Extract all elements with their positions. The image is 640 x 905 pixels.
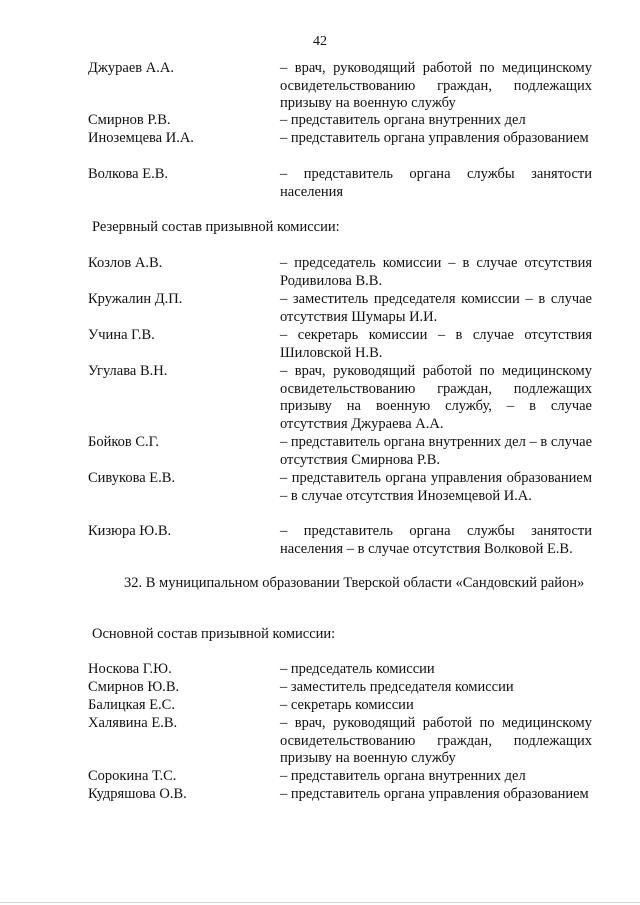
member-name: Волкова Е.В. [88, 166, 169, 182]
member-row [88, 166, 592, 202]
member-name: Угулава В.Н. [88, 363, 168, 379]
member-row [88, 661, 592, 679]
main-composition-heading: Основной состав призывной комиссии: [92, 626, 336, 642]
member-name: Кизюра Ю.В. [88, 523, 172, 539]
scan-edge-line [0, 902, 640, 903]
member-name: Смирнов Р.В. [88, 112, 171, 128]
member-role: – секретарь комиссии – в случае отсутствия Шиловской Н.В. [280, 327, 592, 361]
member-row [88, 255, 592, 291]
member-role: – врач, руководящий работой по медицинскому освидетельствованию граждан, подлежащих призыву на военную службу [280, 60, 592, 111]
member-name: Халявина Е.В. [88, 715, 178, 731]
member-role: – представитель органа службы занятости населения [280, 166, 592, 200]
member-role: – представитель органа внутренних дел – в случае отсутствия Смирнова Р.В. [280, 434, 592, 468]
member-row [88, 470, 592, 523]
member-row [88, 60, 592, 112]
member-role: – заместитель председателя комиссии – в случае отсутствия Шумары И.И. [280, 291, 592, 325]
main-commission-list [88, 661, 592, 822]
member-name: Джураев А.А. [88, 60, 174, 76]
commission-list-continued [88, 60, 592, 202]
member-role: – заместитель председателя комиссии [280, 679, 514, 695]
reserve-commission-list [88, 255, 592, 559]
member-name: Учина Г.В. [88, 327, 155, 343]
page-number: 42 [313, 34, 327, 49]
member-role: – представитель органа внутренних дел [280, 768, 526, 784]
member-row [88, 523, 592, 559]
member-role: – врач, руководящий работой по медицинскому освидетельствованию граждан, подлежащих призыву на военную службу, – в случае отсутствия Джураева А.А. [280, 363, 592, 432]
member-row [88, 130, 592, 166]
member-name: Бойков С.Г. [88, 434, 160, 450]
member-name: Кудряшова О.В. [88, 786, 187, 802]
member-row [88, 291, 592, 327]
member-role: – председатель комиссии – в случае отсутствия Родивилова В.В. [280, 255, 592, 289]
member-row [88, 679, 592, 697]
clause-32: 32. В муниципальном образовании Тверской области «Сандовский район» [124, 575, 585, 591]
member-role: – представитель органа службы занятости населения – в случае отсутствия Волковой Е.В. [280, 523, 592, 557]
member-row [88, 786, 592, 822]
member-role: – представитель органа внутренних дел [280, 112, 526, 128]
member-row [88, 363, 592, 434]
member-name: Иноземцева И.А. [88, 130, 194, 146]
member-name: Козлов А.В. [88, 255, 163, 271]
member-name: Балицкая Е.С. [88, 697, 175, 713]
member-row [88, 697, 592, 715]
member-name: Сивукова Е.В. [88, 470, 176, 486]
member-role: – представитель органа управления образованием [280, 786, 589, 802]
member-role: – председатель комиссии [280, 661, 435, 677]
member-row [88, 768, 592, 786]
member-role: – врач, руководящий работой по медицинскому освидетельствованию граждан, подлежащих призыву на военную службу [280, 715, 592, 766]
member-name: Сорокина Т.С. [88, 768, 177, 784]
reserve-composition-heading: Резервный состав призывной комиссии: [92, 219, 340, 235]
member-role: – секретарь комиссии [280, 697, 414, 713]
member-role: – представитель органа управления образованием – в случае отсутствия Иноземцевой И.А. [280, 470, 592, 504]
member-row [88, 327, 592, 363]
member-row [88, 112, 592, 130]
member-name: Смирнов Ю.В. [88, 679, 180, 695]
member-row [88, 715, 592, 768]
member-name: Кружалин Д.П. [88, 291, 183, 307]
member-role: – представитель органа управления образованием [280, 130, 589, 146]
member-name: Носкова Г.Ю. [88, 661, 172, 677]
member-row [88, 434, 592, 470]
